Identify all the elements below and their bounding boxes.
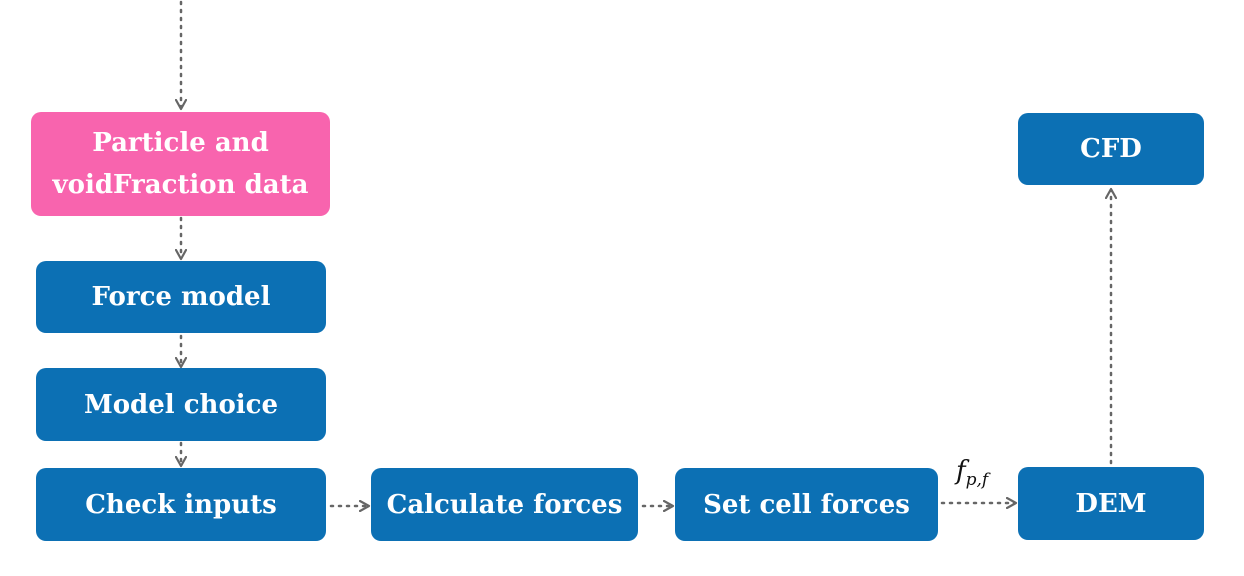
cfd-label: CFD [1080, 134, 1142, 164]
calculate-forces-node [371, 468, 638, 541]
particle-data-line2: voidFraction data [52, 170, 309, 200]
force-model-node [36, 261, 326, 333]
model-choice-node [36, 368, 326, 441]
check-inputs-label: Check inputs [85, 489, 277, 520]
force-edge-label [956, 458, 988, 489]
check-inputs-node [36, 468, 326, 541]
set-cell-forces-label: Set cell forces [703, 489, 910, 520]
model-choice-label: Model choice [83, 389, 279, 420]
cfd-node [1018, 113, 1204, 185]
force-model-label: Force model [91, 282, 271, 312]
dem-node [1018, 467, 1204, 540]
force-edge-label-subscript: p,f [965, 470, 989, 490]
particle-data-line1: Particle and [92, 128, 269, 158]
force-edge-label-base: f [956, 456, 966, 486]
set-cell-forces-node [675, 468, 938, 541]
dem-label: DEM [1075, 488, 1147, 519]
particle-voidfraction-data-node [31, 112, 330, 216]
calculate-forces-label: Calculate forces [386, 489, 623, 520]
